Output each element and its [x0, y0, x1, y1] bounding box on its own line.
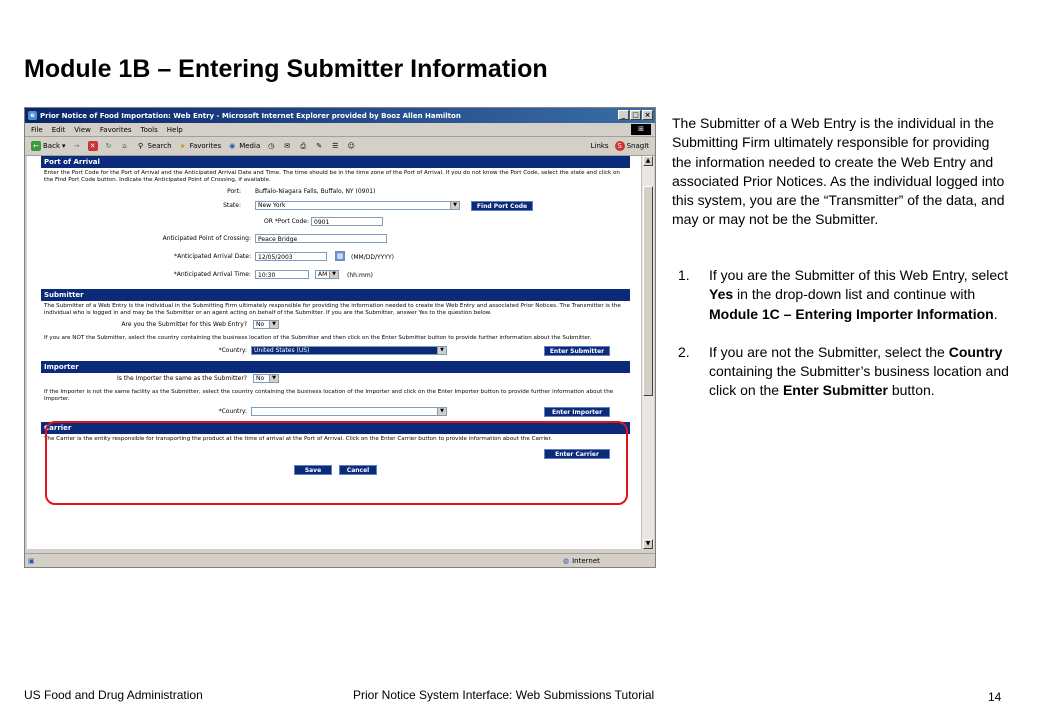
scroll-thumb[interactable]	[643, 186, 653, 396]
submitter-country-select[interactable]	[251, 346, 447, 355]
history-icon[interactable]: ◷	[268, 142, 275, 150]
globe-icon: ◍	[563, 556, 570, 565]
step-emphasis: Enter Submitter	[782, 382, 888, 399]
menu-bar	[25, 123, 655, 137]
step-number: 1.	[678, 267, 690, 283]
instruction-steps	[678, 266, 1018, 420]
page-content	[27, 156, 642, 549]
enter-importer-button[interactable]: Enter Importer	[544, 407, 610, 417]
window-titlebar	[25, 108, 655, 123]
forward-button[interactable]	[72, 141, 82, 151]
crossing-label: Anticipated Point of Crossing:	[162, 235, 251, 242]
security-zone	[563, 557, 600, 565]
submitter-question-label: Are you the Submitter for this Web Entry?	[121, 321, 247, 328]
step-text: button.	[887, 382, 935, 399]
arrival-date-input[interactable]: 12/05/2003	[255, 252, 327, 261]
media-icon: ◉	[229, 142, 236, 150]
stop-icon[interactable]: ✕	[88, 141, 98, 151]
messenger-icon[interactable]: ☺	[347, 142, 355, 150]
menu-favorites[interactable]: Favorites	[99, 125, 132, 134]
chevron-down-icon: ▼	[437, 347, 446, 354]
step-emphasis: Yes	[709, 286, 734, 303]
ampm-value: AM	[318, 271, 328, 278]
menu-help[interactable]: Help	[166, 125, 183, 134]
menu-file[interactable]: File	[31, 125, 43, 134]
home-icon[interactable]: ⌂	[122, 142, 127, 150]
step-2	[678, 343, 1018, 401]
carrier-instructions: The Carrier is the entity responsible for transporting the product at the time of arrival at the Port of Arrival. Click on the Enter Carrier button to provide information about the Carrier.	[44, 436, 553, 442]
back-button[interactable]	[31, 141, 66, 151]
calendar-icon[interactable]: ▦	[336, 252, 344, 260]
star-icon: ★	[179, 142, 186, 150]
step-number: 2.	[678, 343, 690, 360]
step-text: If you are not the Submitter, select the	[709, 343, 949, 360]
importer-question-select[interactable]	[253, 374, 279, 383]
links-label[interactable]: Links	[590, 142, 609, 150]
step-text: .	[993, 305, 998, 322]
windows-logo-icon: ⊞	[631, 124, 651, 135]
search-label: Search	[147, 142, 172, 150]
footer-tutorial-title: Prior Notice System Interface: Web Submissions Tutorial	[353, 688, 655, 702]
zone-label: Internet	[572, 556, 600, 565]
importer-heading: Importer	[41, 361, 630, 373]
close-button[interactable]: ×	[642, 110, 653, 120]
submitter-country-value: United States (US)	[254, 347, 310, 354]
snagit-icon: S	[615, 141, 625, 151]
slide-title: Module 1B – Entering Submitter Information	[24, 55, 548, 83]
back-arrow-icon: ←	[31, 141, 41, 151]
importer-question-value: No	[256, 375, 265, 382]
edit-icon[interactable]: ✎	[316, 142, 323, 150]
footer-organization: US Food and Drug Administration	[24, 688, 203, 702]
chevron-down-icon: ▼	[269, 375, 278, 382]
status-bar	[25, 553, 655, 567]
page-icon: ▣	[28, 556, 35, 565]
importer-country-label: *Country:	[218, 408, 247, 415]
favorites-button[interactable]	[178, 141, 222, 151]
state-label: State:	[223, 202, 241, 209]
importer-instructions: If the Importer is not the same facility as the Submitter, select the country containing the business location of the Importer and click on the Enter Importer button to provide further information about the Importer.	[44, 389, 614, 402]
discuss-icon[interactable]: ☰	[332, 142, 339, 150]
submitter-heading: Submitter	[41, 289, 630, 301]
port-code-input[interactable]: 0901	[311, 217, 383, 226]
submitter-question-value: No	[256, 321, 265, 328]
arrival-time-input[interactable]: 10:30	[255, 270, 309, 279]
step-text: If you are the Submitter of this Web Entry, select	[709, 267, 1009, 283]
carrier-heading: Carrier	[41, 422, 630, 434]
importer-question-label: Is the Importer the same as the Submitter?	[117, 375, 247, 382]
step-1	[678, 266, 1018, 324]
menu-tools[interactable]: Tools	[140, 125, 158, 134]
port-value: Buffalo-Niagara Falls, Buffalo, NY (0901)	[255, 188, 376, 195]
print-icon[interactable]: ⎙	[300, 142, 307, 150]
not-submitter-text: If you are NOT the Submitter, select the country containing the business location of the Submitter and then click on the Enter Submitter button to provide further information about the Submitter.	[44, 335, 592, 341]
page-number: 14	[988, 690, 1002, 704]
search-button[interactable]	[136, 141, 172, 151]
snagit-button[interactable]	[615, 141, 649, 151]
refresh-icon[interactable]: ↻	[105, 142, 112, 150]
submitter-question-select[interactable]	[253, 320, 279, 329]
media-label: Media	[239, 142, 261, 150]
port-instructions: Enter the Port Code for the Port of Arrival and the Anticipated Arrival Date and Time. The time should be in the time zone of the Port of Arrival. If you do not know the Port Code, select the state and click on the Find Port Code button. Indicate the Anticipated Point of Crossing, if available.	[44, 170, 620, 183]
minimize-button[interactable]: _	[618, 110, 629, 120]
port-of-arrival-heading: Port of Arrival	[41, 156, 630, 168]
media-button[interactable]	[227, 141, 260, 151]
submitter-instructions: The Submitter of a Web Entry is the individual in the Submitting Firm ultimately responsible for providing the information needed to create the Web Entry and associated Prior Notices. The Transmitter is the individual who is logged in and may be the Submitter or an agent acting on behalf of the Submitter. If you are the Submitter, answer Yes to the question below.	[44, 303, 621, 316]
window-title: Prior Notice of Food Importation: Web Entry - Microsoft Internet Explorer provided by Booz Allen Hamilton	[40, 111, 461, 120]
chevron-down-icon: ▾	[62, 142, 66, 150]
port-code-label: OR *Port Code:	[264, 218, 309, 225]
step-emphasis: Country	[948, 343, 1003, 360]
step-text: containing the Submitter’s business location and click on the	[709, 363, 1009, 399]
ie-icon: e	[28, 111, 37, 120]
port-label: Port:	[227, 188, 241, 195]
crossing-input[interactable]: Peace Bridge	[255, 234, 387, 243]
enter-carrier-button[interactable]: Enter Carrier	[544, 449, 610, 459]
arrival-time-label: *Anticipated Arrival Time:	[173, 271, 251, 278]
ampm-select[interactable]	[315, 270, 339, 279]
vertical-scrollbar[interactable]	[641, 156, 654, 549]
mail-icon[interactable]: ✉	[284, 142, 291, 150]
menu-view[interactable]: View	[74, 125, 91, 134]
menu-edit[interactable]: Edit	[51, 125, 66, 134]
chevron-down-icon: ▼	[450, 202, 459, 209]
chevron-down-icon: ▼	[437, 408, 446, 415]
restore-button[interactable]: □	[630, 110, 641, 120]
step-text: in the drop-down list and continue with	[733, 286, 976, 303]
chevron-down-icon: ▼	[269, 321, 278, 328]
enter-submitter-button[interactable]: Enter Submitter	[544, 346, 610, 356]
forward-arrow-icon: →	[73, 142, 80, 150]
date-format-hint: (MM/DD/YYYY)	[351, 254, 394, 261]
arrival-date-label: *Anticipated Arrival Date:	[174, 253, 251, 260]
snagit-label: SnagIt	[626, 142, 649, 150]
favorites-label: Favorites	[189, 142, 222, 150]
step-emphasis: Module 1C – Entering Importer Information	[709, 305, 994, 322]
back-label: Back	[43, 142, 60, 150]
search-icon: ⚲	[137, 142, 144, 150]
save-button[interactable]: Save	[294, 465, 332, 475]
browser-toolbar	[25, 137, 655, 156]
submitter-country-label: *Country:	[218, 347, 247, 354]
importer-country-select[interactable]	[251, 407, 447, 416]
browser-window	[24, 107, 656, 568]
chevron-down-icon: ▼	[329, 271, 338, 278]
scroll-up-icon[interactable]: ▲	[643, 156, 653, 166]
scroll-down-icon[interactable]: ▼	[643, 539, 653, 549]
cancel-button[interactable]: Cancel	[339, 465, 377, 475]
time-format-hint: (hh:mm)	[347, 272, 373, 279]
state-value: New York	[258, 202, 286, 209]
explanation-paragraph: The Submitter of a Web Entry is the individual in the Submitting Firm ultimately responsible for providing the information needed to create the Web Entry and associated Prior Notices. As the individual logged into this system, you are the “Transmitter” of the data, and may or may not be the Submitter.	[672, 115, 1005, 228]
state-select[interactable]	[255, 201, 460, 210]
submitter-highlight-outline	[45, 421, 628, 505]
find-port-code-button[interactable]: Find Port Code	[471, 201, 533, 211]
